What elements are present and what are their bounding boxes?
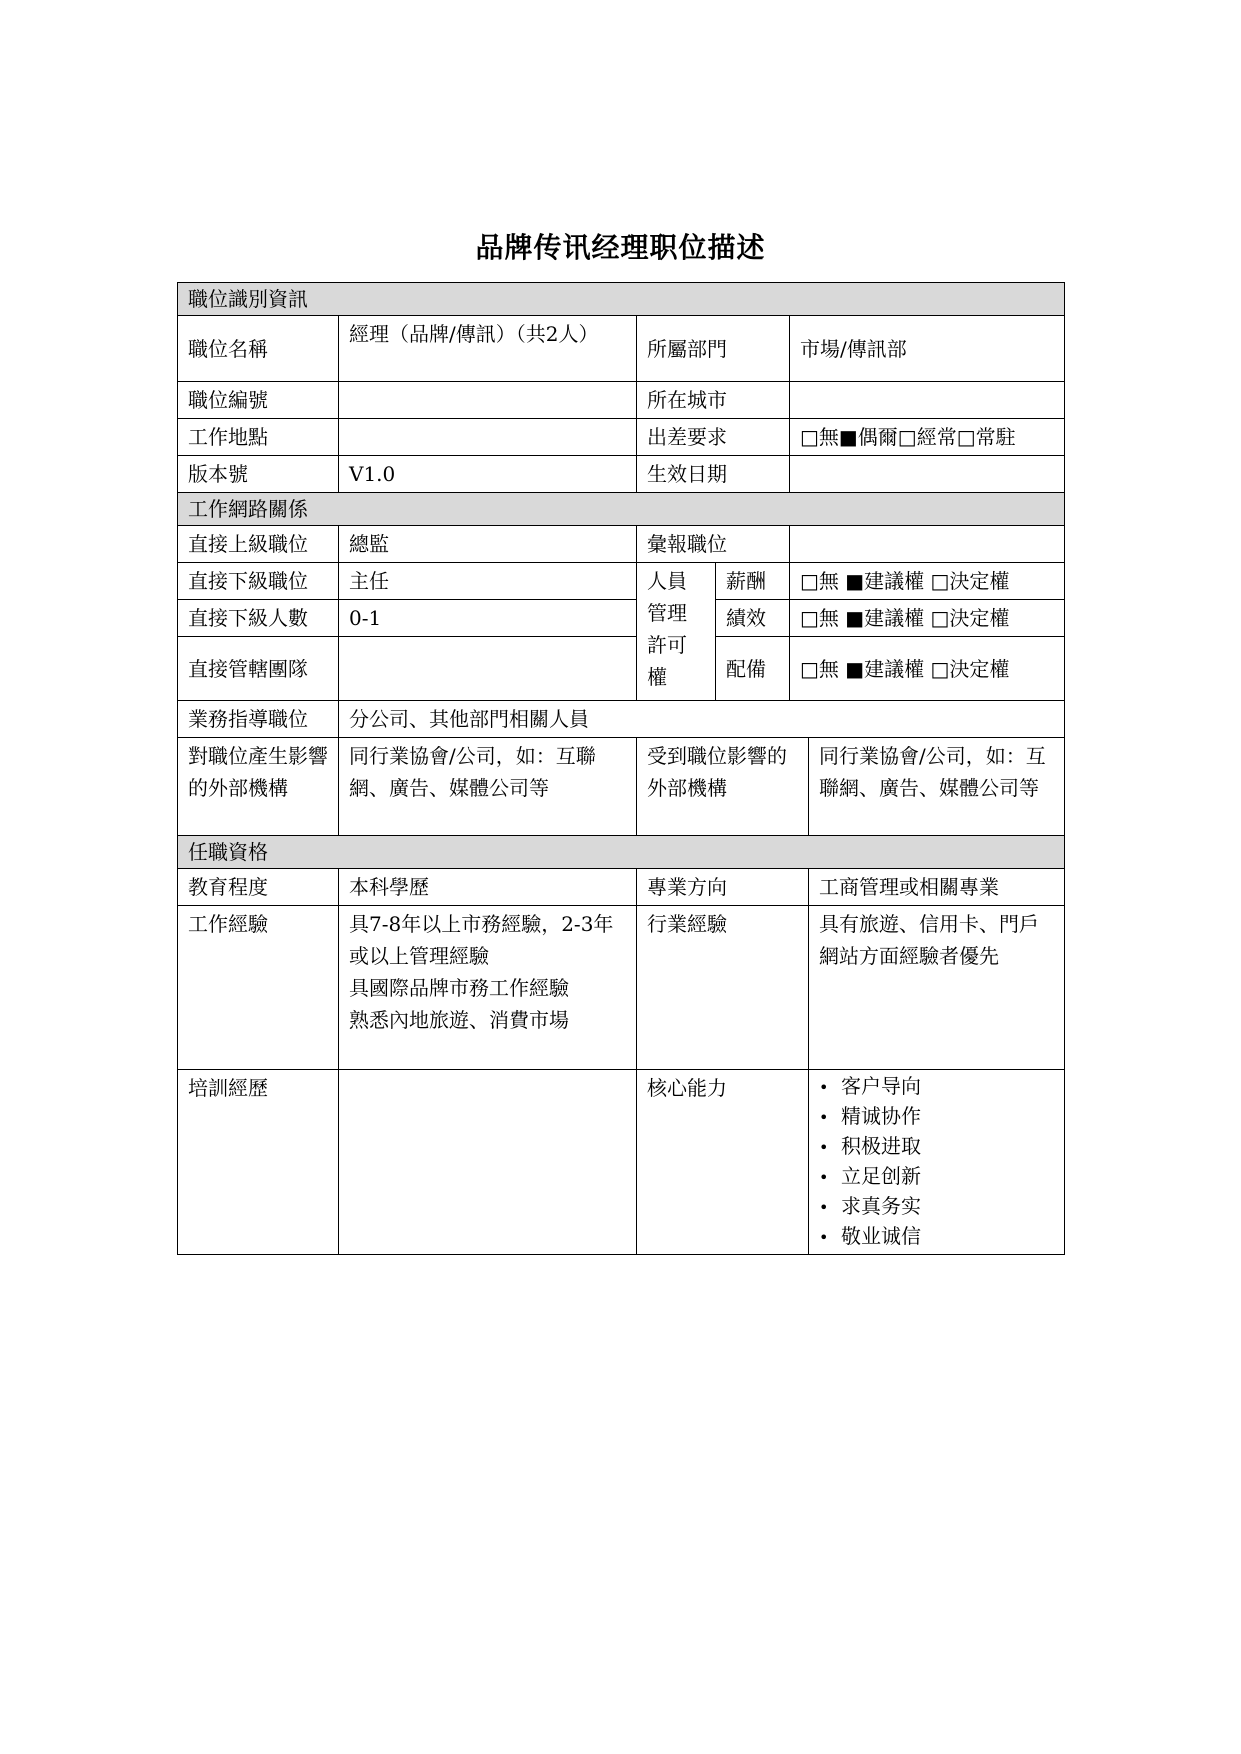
section-header-qualifications: 任職資格: [178, 836, 1065, 869]
version-label: 版本號: [178, 456, 339, 493]
position-name-value: 經理（品牌/傳訊）（共2人）: [339, 316, 637, 382]
work-location-label: 工作地點: [178, 419, 339, 456]
document-title: 品牌传讯经理职位描述: [475, 231, 766, 264]
travel-value: □無■偶爾□經常□常駐: [790, 419, 1065, 456]
competency-item: • 求真务实: [819, 1192, 1054, 1222]
job-description-table: [177, 282, 1065, 1255]
travel-label: 出差要求: [637, 419, 790, 456]
staffing-label: 配備: [716, 637, 790, 701]
competency-item: • 敬业诚信: [819, 1222, 1054, 1252]
performance-value: □無 ■建議權 □決定權: [790, 600, 1065, 637]
training-label: 培訓經歷: [178, 1070, 339, 1255]
competency-list-cell: [809, 1070, 1065, 1255]
competency-item: • 立足创新: [819, 1162, 1054, 1192]
salary-value: □無 ■建議權 □決定權: [790, 563, 1065, 600]
experience-label: 工作經驗: [178, 906, 339, 1070]
education-value: 本科學歷: [339, 869, 637, 906]
department-value: 市場/傳訊部: [790, 316, 1065, 382]
section-header-network: 工作網路關係: [178, 493, 1065, 526]
external-influence-out-value: 同行業協會/公司，如：互聯網、廣告、媒體公司等: [339, 738, 637, 836]
training-value: [339, 1070, 637, 1255]
education-label: 教育程度: [178, 869, 339, 906]
competency-item: • 精诚协作: [819, 1102, 1054, 1132]
competency-list: [819, 1072, 1054, 1252]
subordinate-value: 主任: [339, 563, 637, 600]
position-code-label: 職位編號: [178, 382, 339, 419]
report-value: [790, 526, 1065, 563]
version-value: V1.0: [339, 456, 637, 493]
team-label: 直接管轄團隊: [178, 637, 339, 701]
industry-value: 具有旅遊、信用卡、門戶網站方面經驗者優先: [809, 906, 1065, 1070]
performance-label: 績效: [716, 600, 790, 637]
subordinate-count-label: 直接下級人數: [178, 600, 339, 637]
external-influence-in-label: 受到職位影響的外部機構: [637, 738, 809, 836]
experience-line: 具7-8年以上市務經驗，2-3年或以上管理經驗: [349, 912, 614, 968]
external-influence-out-label: 對職位產生影響的外部機構: [178, 738, 339, 836]
work-location-value: [339, 419, 637, 456]
experience-line: 具國際品牌市務工作經驗: [349, 976, 569, 1000]
position-name-label: 職位名稱: [178, 316, 339, 382]
report-label: 彙報職位: [637, 526, 790, 563]
position-code-value: [339, 382, 637, 419]
salary-label: 薪酬: [716, 563, 790, 600]
superior-label: 直接上級職位: [178, 526, 339, 563]
effective-date-value: [790, 456, 1065, 493]
section-header-identification: 職位識別資訊: [178, 283, 1065, 316]
effective-date-label: 生效日期: [637, 456, 790, 493]
city-label: 所在城市: [637, 382, 790, 419]
competency-item: • 客户导向: [819, 1072, 1054, 1102]
department-label: 所屬部門: [637, 316, 790, 382]
guidance-value: 分公司、其他部門相關人員: [339, 701, 1065, 738]
competency-label: 核心能力: [637, 1070, 809, 1255]
city-value: [790, 382, 1065, 419]
hr-authority-label: 人員管理許可權: [637, 563, 716, 701]
major-label: 專業方向: [637, 869, 809, 906]
experience-value: [339, 906, 637, 1070]
industry-label: 行業經驗: [637, 906, 809, 1070]
guidance-label: 業務指導職位: [178, 701, 339, 738]
superior-value: 總監: [339, 526, 637, 563]
experience-line: 熟悉內地旅遊、消費市場: [349, 1008, 569, 1032]
subordinate-count-value: 0-1: [339, 600, 637, 637]
competency-item: • 积极进取: [819, 1132, 1054, 1162]
team-value: [339, 637, 637, 701]
staffing-value: □無 ■建議權 □決定權: [790, 637, 1065, 701]
major-value: 工商管理或相關專業: [809, 869, 1065, 906]
external-influence-in-value: 同行業協會/公司，如：互聯網、廣告、媒體公司等: [809, 738, 1065, 836]
subordinate-label: 直接下級職位: [178, 563, 339, 600]
